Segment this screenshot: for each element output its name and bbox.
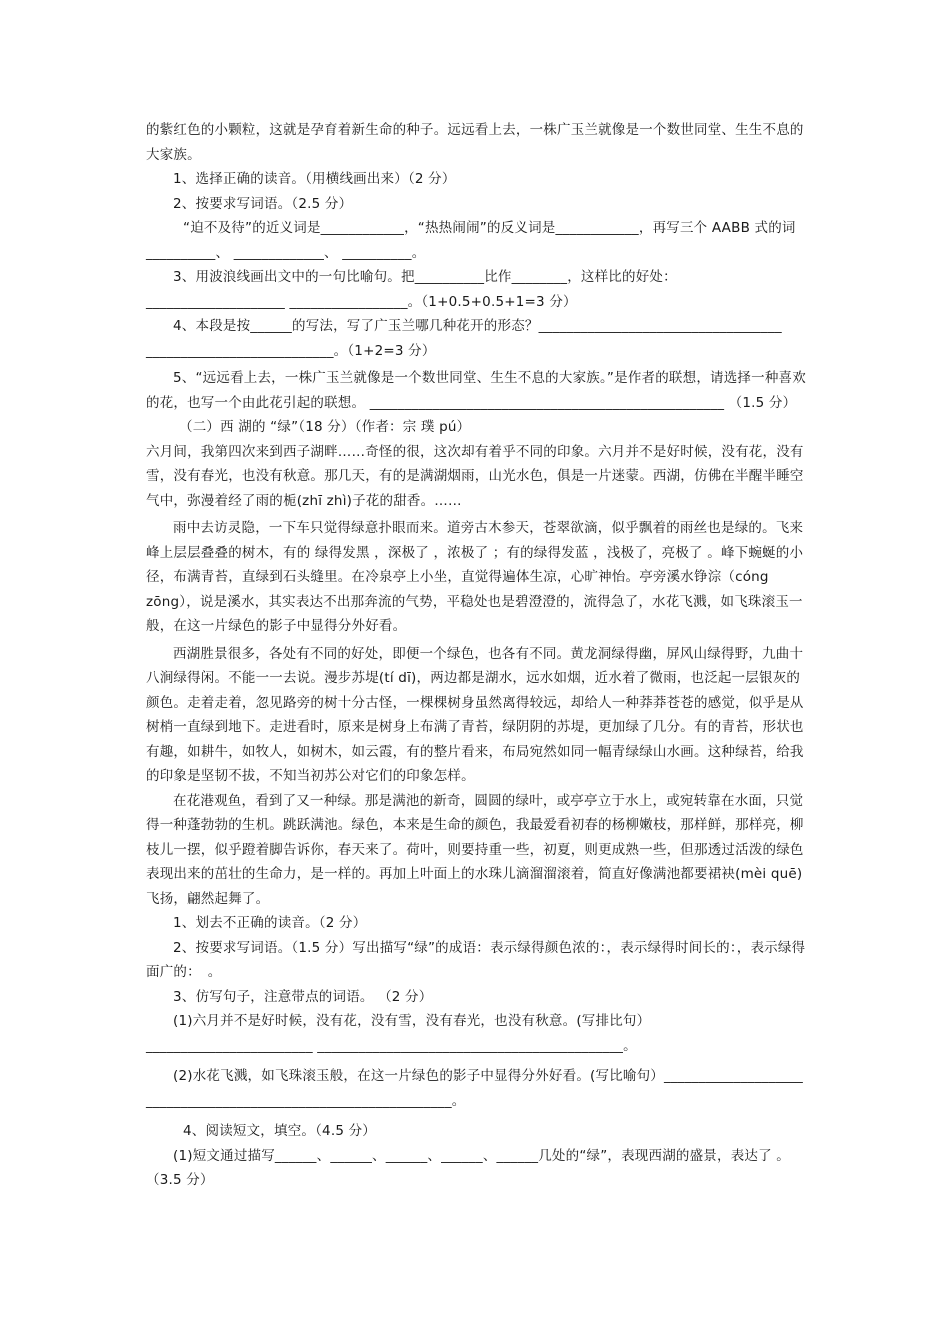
question-2: 2、按要求写词语。（2.5 分） <box>173 195 353 212</box>
passage-paragraph-2: 雨中去访灵隐，一下车只觉得绿意扑眼而来。道旁古木参天，苍翠欲滴，似乎飘着的雨丝也是绿的。飞来峰上层层叠叠的树木，有的 绿得发黑 ，深极了 ，浓极了 ；有的绿得发蓝 ，浅极了，亮极了 。峰下蜿蜒的小径，布满青苔，直绿到石头缝里。在冷泉亭上小坐，直觉得遍体生凉，心旷神怡。亭旁溪水铮淙（cóng zōng），说是溪水，其实表达不出那奔流的气势，平稳处也是碧澄澄的，流得急了，水花飞溅，如飞珠滚玉一般，在这一片绿色的影子中显得分外好看。 <box>146 520 804 634</box>
question-3: 3、用波浪线画出文中的一句比喻句。把__________比作________，这样比的好处：____________________ _________________。（1+0.5+0.5+1=3 分） <box>146 269 677 310</box>
passage-paragraph-1: 六月间，我第四次来到西子湖畔……奇怪的很，这次却有着乎不同的印象。六月并不是好时候，没有花，没有雪，没有春光，也没有秋意。那几天，有的是满湖烟雨，山光水色，俱是一片迷蒙。西湖，仿佛在半醒半睡空气中，弥漫着经了雨的栀(zhī zhì)子花的甜香。…… <box>146 443 804 509</box>
sub-question-1: 1、划去不正确的读音。（2 分） <box>173 915 367 931</box>
sub-question-3-2: (2)水花飞溅，如飞珠滚玉般，在这一片绿色的影子中显得分外好看。(写比喻句）____________________ ____________________________________________。 <box>146 1068 803 1109</box>
question-5: 5、“远远看上去，一株广玉兰就像是一个数世同堂、生生不息的大家族。”是作者的联想，请选择一种喜欢的花，也写一个由此花引起的联想。 ___________________________________________________ （1.5 分） <box>146 370 806 411</box>
sub-question-4: 4、阅读短文，填空。（4.5 分） <box>183 1123 376 1139</box>
document-page <box>146 118 808 1193</box>
question-1: 1、选择正确的读音。（用横线画出来）（2 分） <box>173 171 456 187</box>
sub-question-3: 3、仿写句子，注意带点的词语。 （2 分） <box>173 988 433 1005</box>
passage-paragraph-3: 西湖胜景很多，各处有不同的好处，即便一个绿色，也各有不同。黄龙洞绿得幽，屏风山绿得野，九曲十八涧绿得闲。不能一一去说。漫步苏堤(tí dī)，两边都是湖水，远水如烟，近水着了微雨，也泛起一层银灰的颜色。走着走着，忽见路旁的树十分古怪，一棵棵树身虽然离得较远，却给人一种莽莽苍苍的感觉，似乎是从树梢一直绿到地下。走进看时，原来是树身上布满了青苔，绿阴阴的苏堤，更加绿了几分。有的青苔，形状也有趣，如耕牛，如牧人，如树木，如云霞，有的整片看来，布局宛然如同一幅青绿绿山水画。这种绿苔，给我的印象是坚韧不拔，不知当初苏公对它们的印象怎样。 <box>146 645 804 784</box>
passage-continuation: 的紫红色的小颗粒，这就是孕育着新生命的种子。远远看上去，一株广玉兰就像是一个数世同堂、生生不息的大家族。 <box>146 122 804 163</box>
question-4: 4、本段是按______的写法，写了广玉兰哪几种花开的形态？___________________________________ ___________________________。（1+2=3 分） <box>146 318 782 359</box>
sub-question-4-1: (1)短文通过描写______、______、______、______、______几处的“绿”，表现西湖的盛景，表达了 。（3.5 分） <box>146 1147 791 1188</box>
section-heading: （二）西 湖的 “绿”（18 分）（作者：宗 璞 pú） <box>179 419 471 435</box>
sub-question-2: 2、按要求写词语。（1.5 分）写出描写“绿”的成语：表示绿得颜色浓的：，表示绿得时间长的：，表示绿得面广的： 。 <box>146 939 806 980</box>
sub-question-3-1: (1)六月并不是好时候，没有花，没有雪，没有春光，也没有秋意。(写排比句） ________________________ ____________________________________________。 <box>146 1013 651 1054</box>
passage-paragraph-4: 在花港观鱼，看到了又一种绿。那是满池的新奇，圆圆的绿叶，或亭亭立于水上，或宛转靠在水面，只觉得一种蓬勃勃的生机。跳跃满池。绿色，本来是生命的颜色，我最爱看初春的杨柳嫩枝，那样鲜，那样亮，柳枝儿一摆，似乎蹬着脚告诉你，春天来了。荷叶，则要持重一些，初夏，则更成熟一些，但那透过活泼的绿色表现出来的茁壮的生命力，是一样的。再加上叶面上的水珠儿滴溜溜滚着，简直好像满池都要裙袂(mèi quē)飞扬，翩然起舞了。 <box>146 792 804 907</box>
question-2-body: “迫不及待”的近义词是____________，“热热闹闹”的反义词是____________，再写三个 AABB 式的词__________、 _____________、 __________。 <box>146 220 796 261</box>
